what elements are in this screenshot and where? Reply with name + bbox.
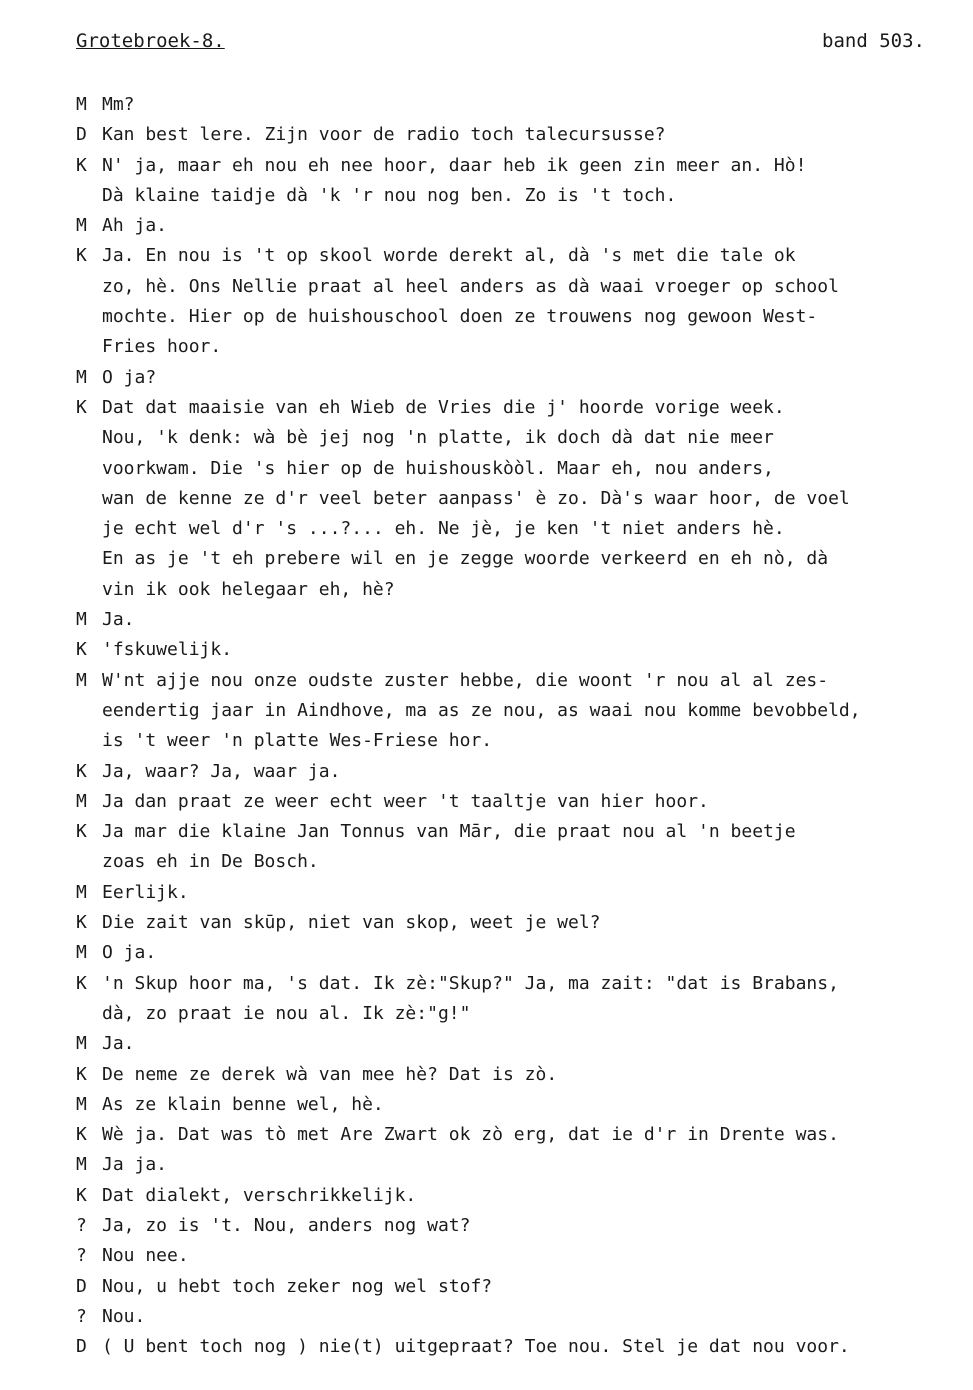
- transcript-line: [76, 332, 956, 362]
- transcript-line: [76, 1060, 956, 1090]
- utterance-text: vin ik ook helegaar eh, hè?: [102, 578, 395, 600]
- speaker-label: K: [76, 1184, 87, 1206]
- utterance-text: zoas eh in De Bosch.: [102, 851, 319, 873]
- utterance-text: Ja mar die klaine Jan Tonnus van Mār, die praat nou al 'n beetje: [102, 821, 796, 843]
- utterance-text: Dat dialekt, verschrikkelijk.: [102, 1184, 417, 1206]
- transcript-line: [76, 605, 956, 635]
- transcript-line: [76, 999, 956, 1029]
- transcript-line: [76, 423, 956, 453]
- speaker-label: D: [76, 1275, 87, 1297]
- utterance-text: Kan best lere. Zijn voor de radio toch talecursusse?: [102, 124, 666, 146]
- transcript-line: [76, 1029, 956, 1059]
- transcript-line: [76, 454, 956, 484]
- utterance-text: En as je 't eh prebere wil en je zegge woorde verkeerd en eh nò, dà: [102, 548, 829, 570]
- utterance-text: Nou nee.: [102, 1245, 189, 1267]
- transcript: [76, 90, 956, 1362]
- transcript-line: [76, 938, 956, 968]
- speaker-label: ?: [76, 1305, 87, 1327]
- transcript-line: [76, 1150, 956, 1180]
- transcript-line: [76, 1302, 956, 1332]
- transcript-line: [76, 1272, 956, 1302]
- speaker-label: D: [76, 1336, 87, 1358]
- transcript-line: [76, 241, 956, 271]
- transcript-line: [76, 1181, 956, 1211]
- transcript-line: [76, 666, 956, 696]
- utterance-text: dà, zo praat ie nou al. Ik zè:"g!": [102, 1002, 471, 1024]
- speaker-label: M: [76, 215, 87, 237]
- transcript-line: [76, 181, 956, 211]
- speaker-label: M: [76, 881, 87, 903]
- utterance-text: Nou, 'k denk: wà bè jej nog 'n platte, ik doch dà dat nie meer: [102, 427, 774, 449]
- utterance-text: As ze klain benne wel, hè.: [102, 1093, 384, 1115]
- transcript-line: [76, 878, 956, 908]
- speaker-label: D: [76, 124, 87, 146]
- speaker-label: M: [76, 1093, 87, 1115]
- utterance-text: Wè ja. Dat was tò met Are Zwart ok zò erg, dat ie d'r in Drente was.: [102, 1124, 839, 1146]
- transcript-line: [76, 120, 956, 150]
- utterance-text: Nou, u hebt toch zeker nog wel stof?: [102, 1275, 493, 1297]
- speaker-label: K: [76, 972, 87, 994]
- utterance-text: Ja dan praat ze weer echt weer 't taaltje van hier hoor.: [102, 790, 709, 812]
- transcript-line: [76, 1120, 956, 1150]
- utterance-text: Mm?: [102, 94, 135, 115]
- speaker-label: M: [76, 366, 87, 388]
- speaker-label: M: [76, 609, 87, 631]
- transcript-line: [76, 514, 956, 544]
- speaker-label: K: [76, 245, 87, 267]
- speaker-label: K: [76, 912, 87, 934]
- transcript-line: [76, 211, 956, 241]
- utterance-text: Ja.: [102, 1033, 135, 1055]
- speaker-label: K: [76, 1124, 87, 1146]
- speaker-label: K: [76, 760, 87, 782]
- transcript-line: [76, 302, 956, 332]
- transcript-line: [76, 484, 956, 514]
- speaker-label: K: [76, 1063, 87, 1085]
- utterance-text: 'fskuwelijk.: [102, 639, 233, 661]
- transcript-line: [76, 393, 956, 423]
- transcript-line: [76, 908, 956, 938]
- transcript-line: [76, 90, 956, 120]
- speaker-label: K: [76, 154, 87, 176]
- transcript-line: [76, 635, 956, 665]
- transcript-line: [76, 817, 956, 847]
- utterance-text: Ja. En nou is 't op skool worde derekt al, dà 's met die tale ok: [102, 245, 796, 267]
- utterance-text: is 't weer 'n platte Wes-Friese hor.: [102, 730, 493, 752]
- transcript-line: [76, 363, 956, 393]
- utterance-text: De neme ze derek wà van mee hè? Dat is zò.: [102, 1063, 558, 1085]
- speaker-label: ?: [76, 1214, 87, 1236]
- speaker-label: M: [76, 1154, 87, 1176]
- transcript-line: [76, 272, 956, 302]
- utterance-text: Ah ja.: [102, 215, 168, 237]
- transcript-line: [76, 726, 956, 756]
- speaker-label: M: [76, 1033, 87, 1055]
- utterance-text: Nou.: [102, 1305, 146, 1327]
- utterance-text: Ja ja.: [102, 1154, 168, 1176]
- utterance-text: Dà klaine taidje dà 'k 'r nou nog ben. Zo is 't toch.: [102, 184, 677, 206]
- utterance-text: Ja.: [102, 609, 135, 631]
- utterance-text: O ja?: [102, 366, 157, 388]
- transcript-line: [76, 1211, 956, 1241]
- utterance-text: eendertig jaar in Aindhove, ma as ze nou, as waai nou komme bevobbeld,: [102, 699, 861, 721]
- utterance-text: Dat dat maaisie van eh Wieb de Vries die j' hoorde vorige week.: [102, 396, 785, 418]
- speaker-label: M: [76, 94, 87, 115]
- utterance-text: zo, hè. Ons Nellie praat al heel anders as dà waai vroeger op school: [102, 275, 839, 297]
- transcript-line: [76, 1332, 956, 1362]
- utterance-text: Die zait van skūp, niet van skop, weet je wel?: [102, 912, 601, 934]
- tape-band-number: band 503.: [822, 30, 925, 52]
- document-title: Grotebroek-8.: [76, 30, 225, 52]
- transcript-line: [76, 696, 956, 726]
- speaker-label: ?: [76, 1245, 87, 1267]
- utterance-text: Fries hoor.: [102, 336, 222, 358]
- utterance-text: mochte. Hier op de huishouschool doen ze trouwens nog gewoon West-: [102, 306, 818, 328]
- utterance-text: voorkwam. Die 's hier op de huishouskòòl. Maar eh, nou anders,: [102, 457, 774, 479]
- utterance-text: Ja, zo is 't. Nou, anders nog wat?: [102, 1214, 471, 1236]
- transcript-line: [76, 1090, 956, 1120]
- utterance-text: ( U bent toch nog ) nie(t) uitgepraat? Toe nou. Stel je dat nou voor.: [102, 1336, 850, 1358]
- speaker-label: K: [76, 396, 87, 418]
- speaker-label: M: [76, 790, 87, 812]
- speaker-label: K: [76, 821, 87, 843]
- utterance-text: Eerlijk.: [102, 881, 189, 903]
- transcript-line: [76, 847, 956, 877]
- transcript-line: [76, 575, 956, 605]
- utterance-text: O ja.: [102, 942, 157, 964]
- utterance-text: wan de kenne ze d'r veel beter aanpass' è zo. Dà's waar hoor, de voel: [102, 487, 850, 509]
- speaker-label: K: [76, 639, 87, 661]
- utterance-text: 'n Skup hoor ma, 's dat. Ik zè:"Skup?" Ja, ma zait: "dat is Brabans,: [102, 972, 839, 994]
- transcript-line: [76, 787, 956, 817]
- speaker-label: M: [76, 669, 87, 691]
- transcript-line: [76, 1241, 956, 1271]
- speaker-label: M: [76, 942, 87, 964]
- transcript-line: [76, 544, 956, 574]
- utterance-text: W'nt ajje nou onze oudste zuster hebbe, die woont 'r nou al al zes-: [102, 669, 829, 691]
- transcript-line: [76, 151, 956, 181]
- utterance-text: je echt wel d'r 's ...?... eh. Ne jè, je ken 't niet anders hè.: [102, 518, 785, 540]
- transcript-line: [76, 757, 956, 787]
- utterance-text: N' ja, maar eh nou eh nee hoor, daar heb ik geen zin meer an. Hò!: [102, 154, 807, 176]
- transcript-line: [76, 969, 956, 999]
- utterance-text: Ja, waar? Ja, waar ja.: [102, 760, 341, 782]
